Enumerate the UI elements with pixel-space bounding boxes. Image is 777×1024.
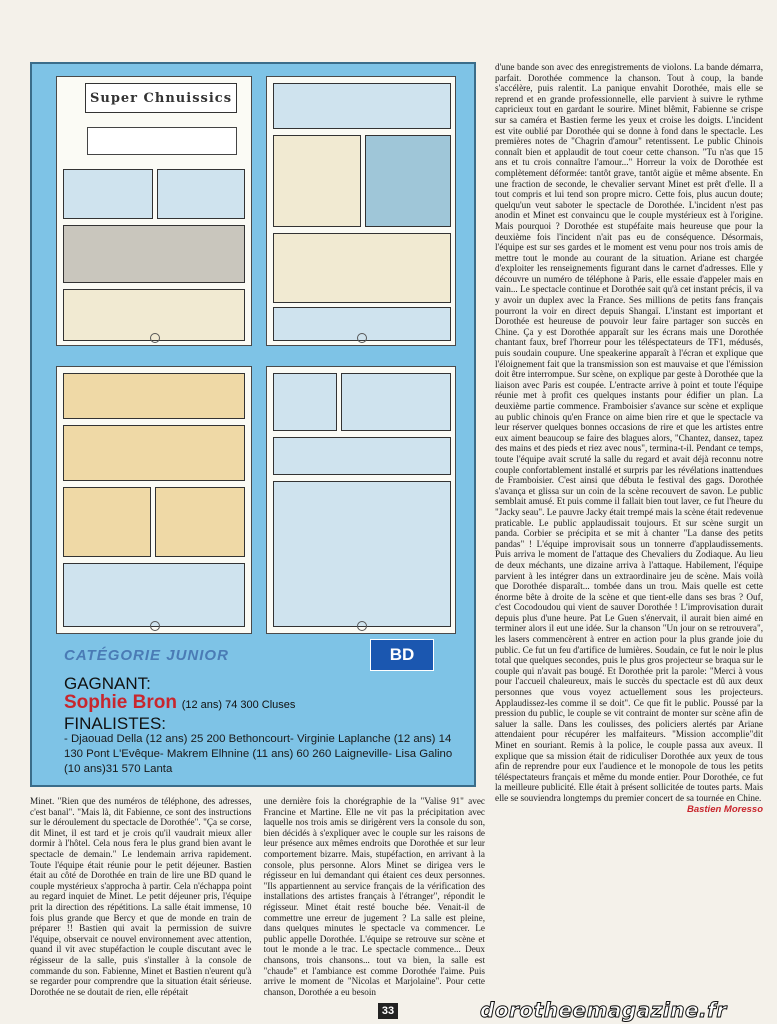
- article-column-2: [264, 796, 486, 996]
- comic-panel: [365, 135, 451, 227]
- comic-panel: [273, 233, 451, 303]
- finalists-label: FINALISTES:: [64, 714, 167, 733]
- comic-page-3: [56, 366, 252, 634]
- comic-title: Super Chnuissics: [85, 83, 237, 113]
- comic-page-2: [266, 76, 456, 346]
- comic-panel: [273, 481, 451, 627]
- comic-panel: [63, 169, 153, 219]
- winner-line: [64, 692, 295, 714]
- article-text: une dernière fois la chorégraphie de la "Valise 91" avec Francine et Martine. Elle ne vit pas la précipitation avec laquelle nos trois amis se dirigèrent vers la console du son, bien décidés à s'expliquer avec le couple sur les raisons de leur présence aux mêmes endroits que Dorothée et sur leur comportement bizarre. Mais, stupéfaction, en arrivant à la console, plus personne. Alors Minet se dirigea vers le régisseur en lui demandant qui étaient ces deux personnes. "Ils appartiennent au service français de la vérification des installations des artistes français à l'étranger", répondit le régisseur. Minet était resté bouche bée. Venait-il de commettre une erreur de jugement ? La salle est pleine, dans quelques minutes le spectacle va commencer. Le public appelle Dorothée. L'équipe se retrouve sur scène et tout le monde a le trac. Le spectacle commence... Deux chansons, trois chansons... tout va bien, la salle est "chaude" et l'ambiance est comme Dorothée l'aime. Puis arrive le moment de "Nicolas et Marjolaine". Pour cette chanson, Dorothée a eu besoin: [263, 796, 485, 996]
- winner-label: GAGNANT:: [64, 674, 151, 693]
- comic-panel: [273, 83, 451, 129]
- page-marker: [357, 333, 367, 343]
- page-marker: [357, 621, 367, 631]
- article-text: d'une bande son avec des enregistrements de violons. La bande démarra, parfait. Dorothée commence la chanson. Tout à coup, la bande s'accélère, puis ralentit. La panique envahit Dorothée, mais elle se reprend et en grande professionnelle, elle parvient à suivre le rythme capricieux tout en gardant le sourire. Minet blêmit, Fabienne se crispe sur sa caméra et Bastien ferme les yeux et croise les doigts. L'incident est vite oublié par Dorothée qui se donne à fond dans le spectacle. Les premières notes de "Chagrin d'amour" retentissent. Le public Chinois connaît bien et applaudit de tout coeur cette chanson. "Tu n'as que 15 ans et tu crois connaître l'amour..." Horreur la voix de Dorothée est complètement déformée: tantôt grave, tantôt aigüe et même absente. En une fraction de seconde, le chevalier servant Minet est prêt d'elle. Il a tout compris et lui tend son propre micro. Cette fois, plus aucun doute; quelqu'un veut saboter le spectacle de Dorothée. L'incident n'est pas anodin et Minet est convaincu que le couple mystérieux est à l'origine. Mais pourquoi ? Dorothée est stupéfaite mais heureuse que pour la deuxième fois l'incident n'ait pas eu de conséquence. Désormais, l'équipe est sur ses gardes et le moment est venu pour nos trois amis de mettre tout le monde au courant de la situation. Ariane est chargée d'exploiter les renseignements figurant dans le carnet d'adresses. Elle y découvre un numéro de téléphone à Paris, elle essaie d'appeler mais en vain... Le spectacle continue et Dorothée sait qu'à cet instant précis, il va y avoir un duplex avec la France. Ses millions de petits fans français pourront la voir en direct depuis Shangaï. L'instant est important et Dorothée est heureuse de pouvoir leur faire partager son succès en Chine. Ça y est Dorothée apparaît sur les écrans mais une Dorothée chantant faux, bref l'horreur pour les téléspectateurs de TF1, médusés, puis soudain coupure. Une speakerine apparaît à l'écran et explique que l'éloignement fait que la transmission son est mauvaise et que l'émission doit être interrompue. Sur scène, on explique par geste à Dorothée que la liaison avec Paris est coupée. L'entracte arrive à point et toute l'équipe réunie met à profit ces quelques instants pour édifier un plan. La deuxième partie commence. Framboisier s'avance sur scène et explique au public chinois qu'en France on aime bien rire et que le spectacle va leur réserver quelques bonnes occasions de rire et que les artistes entre eux aiment beaucoup se faire des blagues alors, "Chantez, dansez, tapez des mains et des pieds et riez avec nous", termina-t-il. Pendant ce temps, toute l'équipe avait scruté la salle du regard et avait déjà reconnu notre couple confortablement installé et surpris par les révélations inattendues de Framboisier. C'est ainsi que débuta le festival des gags. Dorothée s'avança et glissa sur un coin de la scène recouvert de savon. Le public semblait amusé. Et puis comme il fallait bien tout laver, ce fut l'heure du "Jacky seau". Le pauvre Jacky était trempé mais la scène était redevenue praticable. Le public applaudissait toujours. Et sur scène surgit un panda. Corbier se précipita et se mit à chanter "La danse des petits pandas" ! L'équipe improvisait sous un tonnerre d'applaudissements. Puis arriva le moment de l'attaque des Chevaliers du Zodiaque. Au lieu de deux méchants, une dizaine arriva à l'attaque. Habilement, l'équipe parvient à les intégrer dans un extraordinaire jeu de scène. Mais voilà que Dorothée disparaît... tombée dans un trou. Mais quelle est cette énorme bête à droite de la scène et que tient-elle dans ses bras ? Ouf, c'est Cocodoudou qui vient de sauver Dorothée ! L'improvisation durait depuis plus d'une heure. Pat Le Guen s'énervait, il aurait bien aimé en terminer alors il eut une idée. Sur la chanson "Un jour on se retrouvera", les lasers commencèrent à entrer en action pour la plus grande joie du public. Ce fut un feu d'artifice de lumières. Soudain, ce fut le noir le plus total que quelques secondes, puis le plus gros projecteur se braqua sur le couple qui n'avait pas bougé. Et Dorothée prit la parole: "Merci à vous pour l'accueil chaleureux, mais le succès du spectacle est dû aux deux personnes que vous voyez actuellement sous les projecteurs. Applaudissez-les comme il se doit". Ce que fit le public. Poussé par la pression du public, le couple se vit contraint de monter sur scène afin de saluer la salle. Dans les coulisses, des policiers alertés par Ariane attendaient pour récupérer les malfaiteurs. "Mission accomplie"dit Minet en souriant. Remis à la police, le couple passa aux aveux. Il explique que sa mission était de ridiculiser Dorothée aux yeux de tous afin de reprendre pour eux l'audience et le monopole de tous les petits téléspectateurs français et même du monde entier. Pour Dorothée, ce fut la meilleure publicité. Elle était à présent sollicitée de toutes parts. Mais elle se souviendra longtemps du premier concert de sa tournée en Chine.: [495, 62, 763, 803]
- comic-panel: [63, 225, 245, 283]
- bottom-columns: [30, 796, 485, 996]
- page-number: 33: [378, 1003, 398, 1019]
- comic-page-1: [56, 76, 252, 346]
- comic-panel: [155, 487, 245, 557]
- competition-box: [30, 62, 476, 787]
- author-signature: Bastien Moresso: [686, 803, 763, 815]
- comic-panel: [273, 437, 451, 475]
- winner-details: (12 ans) 74 300 Cluses: [181, 699, 296, 711]
- comic-panel: [63, 487, 151, 557]
- site-watermark: dorotheemagazine.fr: [480, 998, 727, 1022]
- finalists-list: - Djaouad Della (12 ans) 25 200 Bethoncourt- Virginie Laplanche (12 ans) 14 130 Pont L'Evêque- Makrem Elhnine (11 ans) 60 260 Laigneville- Lisa Galino (10 ans)31 570 Lanta: [64, 733, 453, 775]
- comic-panel: [63, 563, 245, 627]
- winner-name: Sophie Bron: [64, 692, 177, 713]
- speech-bubble: [87, 127, 237, 155]
- category-title: CATÉGORIE JUNIOR: [64, 647, 229, 664]
- page-marker: [150, 333, 160, 343]
- article-column-1: [30, 796, 252, 996]
- comic-panel: [341, 373, 451, 431]
- page-marker: [150, 621, 160, 631]
- comic-panel: [273, 373, 337, 431]
- bd-badge: BD: [370, 639, 434, 671]
- article-column-3: [495, 62, 763, 1002]
- comic-panel: [273, 135, 361, 227]
- comic-panel: [157, 169, 245, 219]
- comic-page-4: [266, 366, 456, 634]
- article-text: Minet. "Rien que des numéros de téléphone, des adresses, c'est banal". "Mais là, dit Fabienne, ce sont des instructions sur le déroulement du spectacle de Dorothée". "Ça se corse, dit Minet, il est tard et je crois qu'il vaudrait mieux aller dormir à l'hôtel. Cela nous fera le plus grand bien avant le spectacle de demain." Le lendemain arriva rapidement. Toute l'équipe était réunie pour le petit déjeuner. Bastien était au côté de Dorothée en train de lire une BD quand le couple mystérieux s'approcha à partir. Cela n'échappa point au regard inquiet de Minet. Le petit déjeuner pris, l'équipe prit la direction des répétitions. La salle était immense, 10 fois plus grande que Bercy et que de monde en train de préparer !! Bastien qui avait la permission de suivre l'équipe, observait ce nouvel environnement avec attention, quand il vit avec stupéfaction le couple discutant avec le régisseur de la salle, puis s'installer à la console de commande du son. Fabienne, Minet et Bastien n'eurent qu'à se regarder pour comprendre que la situation était sérieuse. Dorothée ne se doutait de rien, elle répétait: [30, 796, 252, 996]
- comic-panel: [63, 425, 245, 481]
- comic-panel: [63, 373, 245, 419]
